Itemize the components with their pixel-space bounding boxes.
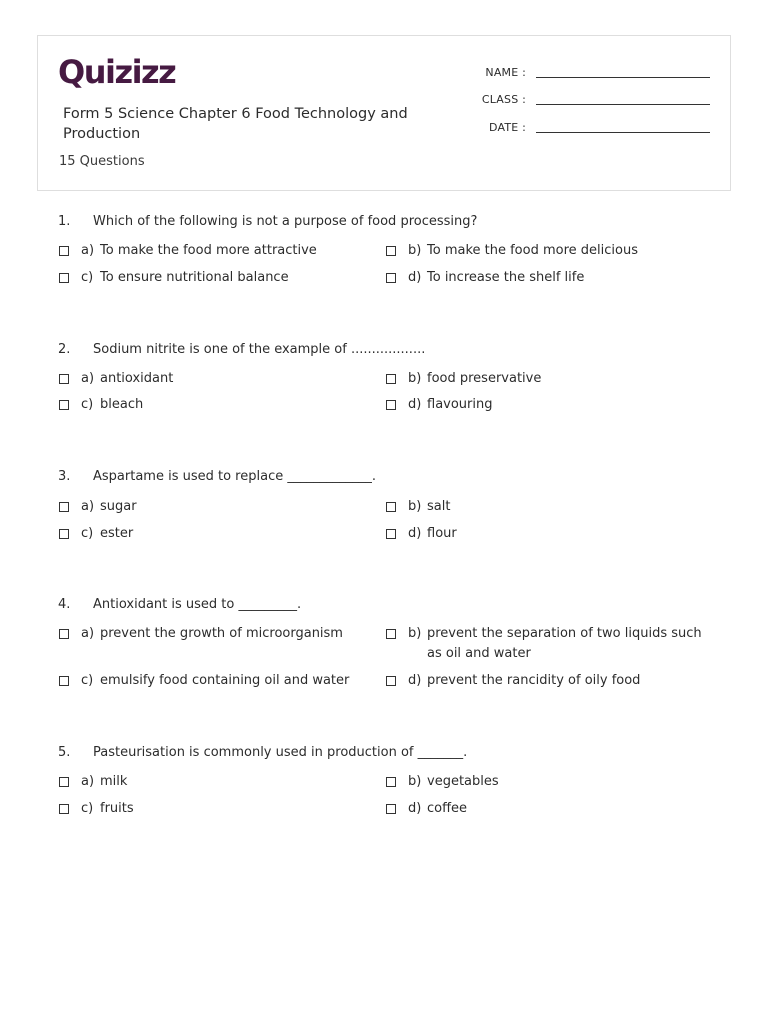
option-text: prevent the rancidity of oily food xyxy=(427,673,641,688)
option-letter: c) xyxy=(81,526,94,541)
question-number: 1. xyxy=(58,214,71,229)
checkbox[interactable] xyxy=(386,400,396,410)
question-text: Which of the following is not a purpose of food processing? xyxy=(93,214,478,229)
question-number: 3. xyxy=(58,469,71,484)
quizizz-logo xyxy=(58,53,198,91)
option-text: sugar xyxy=(100,499,137,514)
date-line[interactable] xyxy=(536,132,710,133)
option-letter: d) xyxy=(408,270,422,285)
option-text: To make the food more attractive xyxy=(100,243,317,258)
option-letter: a) xyxy=(81,499,95,514)
option-text: antioxidant xyxy=(100,371,174,386)
option-letter: d) xyxy=(408,526,422,541)
question-count: 15 Questions xyxy=(59,154,145,169)
question-4 xyxy=(58,597,718,688)
option-letter: c) xyxy=(81,673,94,688)
question-2 xyxy=(58,342,718,412)
name-line[interactable] xyxy=(536,77,710,78)
option-letter: b) xyxy=(408,499,422,514)
question-text: Pasteurisation is commonly used in production of _______. xyxy=(93,745,468,760)
option-text: food preservative xyxy=(427,371,542,386)
question-1 xyxy=(58,214,718,285)
option-letter: c) xyxy=(81,801,94,816)
option-letter: a) xyxy=(81,774,95,789)
name-field[interactable] xyxy=(470,66,710,84)
option-text: prevent the growth of microorganism xyxy=(100,626,343,641)
option-text: ester xyxy=(100,526,134,541)
question-text: Antioxidant is used to _________. xyxy=(93,597,302,612)
option-letter: b) xyxy=(408,243,422,258)
option-text: flour xyxy=(427,526,457,541)
checkbox[interactable] xyxy=(59,804,69,814)
checkbox[interactable] xyxy=(386,629,396,639)
option-letter: d) xyxy=(408,397,422,412)
checkbox[interactable] xyxy=(386,374,396,384)
option-text: To ensure nutritional balance xyxy=(100,270,289,285)
checkbox[interactable] xyxy=(59,246,69,256)
checkbox[interactable] xyxy=(386,246,396,256)
checkbox[interactable] xyxy=(386,777,396,787)
option-letter: d) xyxy=(408,801,422,816)
question-number: 5. xyxy=(58,745,71,760)
option-text: flavouring xyxy=(427,397,493,412)
option-letter: b) xyxy=(408,774,422,789)
checkbox[interactable] xyxy=(59,629,69,639)
question-text: Aspartame is used to replace _____________. xyxy=(93,469,376,484)
option-text: To make the food more delicious xyxy=(427,243,638,258)
worksheet-title: Form 5 Science Chapter 6 Food Technology and Production xyxy=(63,106,408,142)
checkbox[interactable] xyxy=(59,529,69,539)
checkbox[interactable] xyxy=(386,529,396,539)
checkbox[interactable] xyxy=(59,273,69,283)
question-3 xyxy=(58,469,718,541)
question-5 xyxy=(58,745,718,816)
name-label: NAME : xyxy=(485,66,526,79)
option-text: milk xyxy=(100,774,128,789)
option-letter: c) xyxy=(81,397,94,412)
class-label: CLASS : xyxy=(481,93,526,106)
question-number: 4. xyxy=(58,597,71,612)
option-letter: b) xyxy=(408,626,422,641)
checkbox[interactable] xyxy=(59,676,69,686)
checkbox[interactable] xyxy=(59,502,69,512)
option-text: bleach xyxy=(100,397,144,412)
checkbox[interactable] xyxy=(386,676,396,686)
date-label: DATE : xyxy=(488,121,526,134)
option-letter: a) xyxy=(81,243,95,258)
option-letter: a) xyxy=(81,371,95,386)
class-line[interactable] xyxy=(536,104,710,105)
option-letter: b) xyxy=(408,371,422,386)
option-letter: a) xyxy=(81,626,95,641)
checkbox[interactable] xyxy=(59,777,69,787)
date-field[interactable] xyxy=(470,121,710,139)
checkbox[interactable] xyxy=(59,400,69,410)
option-text: fruits xyxy=(100,801,134,816)
checkbox[interactable] xyxy=(59,374,69,384)
option-text: To increase the shelf life xyxy=(427,270,585,285)
worksheet-header xyxy=(37,35,731,191)
class-field[interactable] xyxy=(470,93,710,111)
question-text: Sodium nitrite is one of the example of .................. xyxy=(93,342,426,357)
option-text: salt xyxy=(427,499,451,514)
option-letter: d) xyxy=(408,673,422,688)
logo-wordmark: Quizizz xyxy=(58,53,176,91)
option-letter: c) xyxy=(81,270,94,285)
checkbox[interactable] xyxy=(386,273,396,283)
option-text: emulsify food containing oil and water xyxy=(100,673,350,688)
option-text: vegetables xyxy=(427,774,499,789)
option-text: prevent the separation of two liquids such as oil and water xyxy=(427,626,702,661)
question-number: 2. xyxy=(58,342,71,357)
checkbox[interactable] xyxy=(386,502,396,512)
option-text: coffee xyxy=(427,801,468,816)
checkbox[interactable] xyxy=(386,804,396,814)
